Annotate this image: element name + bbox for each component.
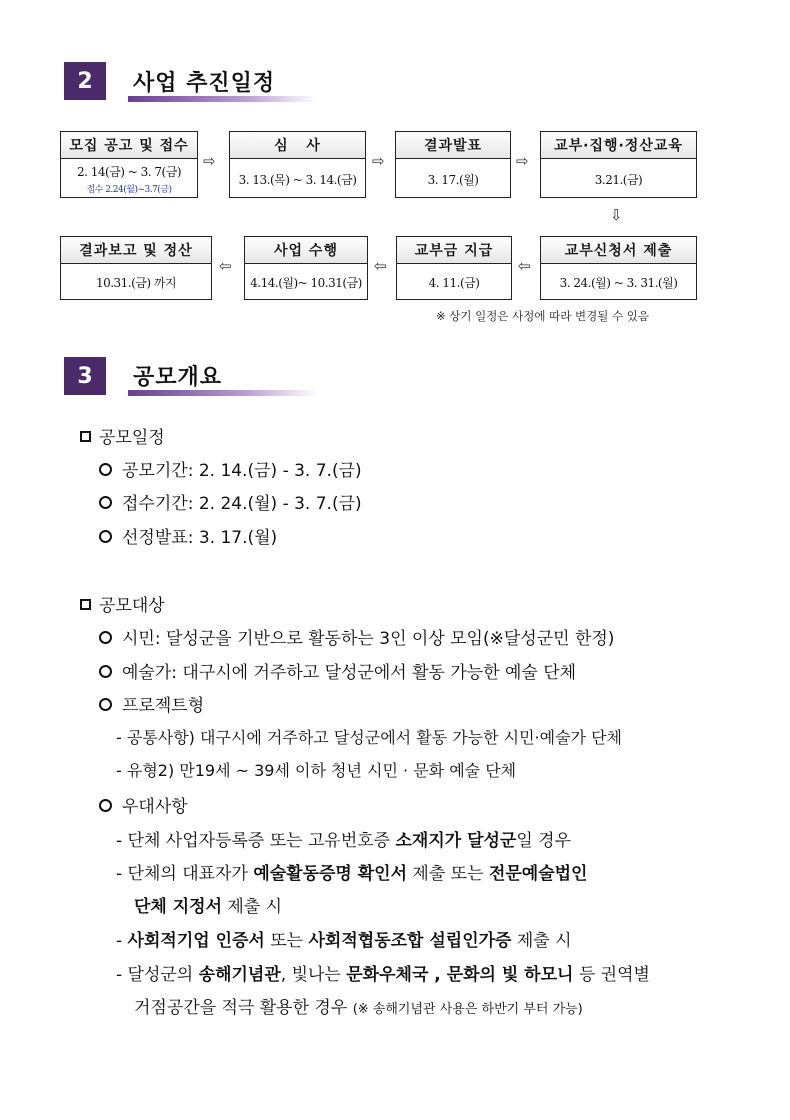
list-subitem (116, 859, 587, 884)
step-date: 10.31.(금) 까지 (95, 276, 177, 290)
list-item (99, 523, 277, 548)
step-label: 모집 공고 및 접수 (61, 132, 197, 159)
step-label: 심 사 (230, 132, 365, 159)
subheading-schedule (80, 423, 165, 448)
checkbox-square-icon (80, 431, 91, 442)
arrow-down-icon: ⇩ (610, 206, 623, 224)
list-subitem: - 유형2) 만19세 ~ 39세 이하 청년 시민 · 문화 예술 단체 (116, 761, 517, 780)
circle-bullet-icon (99, 665, 112, 678)
section-title-underline (128, 390, 318, 396)
emphasis-text: 사회적협동조합 설립인가증 (308, 931, 512, 951)
schedule-note: ※ 상기 일정은 사정에 따라 변경될 수 있음 (436, 309, 649, 323)
schedule-step-grant-payment (396, 236, 512, 300)
list-item-text: 접수기간: 2. 24.(월) - 3. 7.(금) (122, 494, 362, 514)
schedule-step-announcement (395, 131, 511, 198)
circle-bullet-icon (99, 530, 112, 543)
arrow-right-icon: ⇨ (372, 152, 385, 170)
step-label: 교부·집행·정산교육 (541, 132, 696, 159)
emphasis-text: 송해기념관 (198, 965, 281, 985)
list-item (99, 691, 204, 716)
step-body (230, 159, 365, 199)
step-sub-date: 접수 2.24(월)~3.7(금) (86, 185, 172, 195)
text: 또는 (264, 931, 309, 951)
circle-bullet-icon (99, 463, 112, 476)
section-title-underline (128, 96, 318, 102)
list-subitem (116, 826, 571, 851)
arrow-left-icon: ⇦ (518, 257, 531, 275)
circle-bullet-icon (99, 698, 112, 711)
list-item-text: 시민: 달성군을 기반으로 활동하는 3인 이상 모임(※달성군민 한정) (122, 629, 615, 649)
subheading-text: 공모일정 (99, 428, 165, 448)
schedule-step-execution (244, 236, 368, 300)
section-title: 공모개요 (133, 365, 223, 390)
list-item-text: 우대사항 (122, 797, 188, 817)
schedule-step-review (229, 131, 366, 198)
step-label: 교부금 지급 (397, 237, 511, 264)
text: 등 권역별 (573, 965, 650, 985)
checkbox-square-icon (80, 599, 91, 610)
step-label: 교부신청서 제출 (541, 237, 696, 264)
text: 제출 시 (511, 931, 572, 951)
step-body (61, 264, 211, 301)
emphasis-text: 단체 지정서 (134, 897, 223, 917)
footnote-text: (※ 송해기념관 사용은 하반기 부터 가능) (352, 1002, 583, 1017)
text: , 빛나는 (280, 965, 347, 985)
emphasis-text: 사회적기업 인증서 (127, 931, 265, 951)
emphasis-text: 예술활동증명 확인서 (253, 864, 408, 884)
schedule-step-recruitment (60, 131, 198, 198)
arrow-left-icon: ⇦ (374, 257, 387, 275)
step-date: 2. 14(금) ~ 3. 7(금) (76, 165, 182, 179)
schedule-step-application (540, 236, 697, 300)
list-subitem: - 공통사항) 대구시에 거주하고 달성군에서 활동 가능한 시민·예술가 단체 (116, 728, 623, 747)
text: 거점공간을 적극 활용한 경우 (134, 998, 353, 1018)
text: 일 경우 (516, 831, 572, 851)
text: - 단체 사업자등록증 또는 고유번호증 (116, 831, 396, 851)
circle-bullet-icon (99, 799, 112, 812)
section-number-badge: 2 (64, 62, 106, 100)
arrow-right-icon: ⇨ (203, 152, 216, 170)
step-date: 3. 17.(월) (427, 172, 479, 187)
text: 제출 또는 (407, 864, 489, 884)
list-subitem-continued (134, 892, 282, 917)
list-item-text: 프로젝트형 (122, 696, 205, 716)
text: - 단체의 대표자가 (116, 864, 254, 884)
list-item (99, 658, 576, 683)
step-date: 3. 13.(목) ~ 3. 14.(금) (238, 172, 357, 187)
step-body (396, 159, 510, 199)
arrow-right-icon: ⇨ (516, 152, 529, 170)
section-number-badge: 3 (64, 357, 106, 395)
subheading-text: 공모대상 (99, 596, 165, 616)
step-body (541, 159, 696, 199)
step-label: 결과보고 및 정산 (61, 237, 211, 264)
step-body (61, 159, 197, 199)
list-subitem-continued (134, 993, 583, 1018)
step-label: 사업 수행 (245, 237, 367, 264)
step-body (541, 264, 696, 301)
circle-bullet-icon (99, 496, 112, 509)
text: 제출 시 (222, 897, 283, 917)
arrow-left-icon: ⇦ (219, 257, 232, 275)
step-body (245, 264, 367, 301)
schedule-step-education (540, 131, 697, 198)
list-item-text: 예술가: 대구시에 거주하고 달성군에서 활동 가능한 예술 단체 (122, 663, 577, 683)
list-item (99, 792, 188, 817)
step-date: 3.21.(금) (594, 172, 643, 187)
list-subitem (116, 926, 572, 951)
list-item-text: 선정발표: 3. 17.(월) (122, 528, 278, 548)
subheading-target (80, 591, 165, 616)
circle-bullet-icon (99, 631, 112, 644)
step-date: 4. 11.(금) (428, 276, 480, 290)
list-subitem (116, 960, 650, 985)
emphasis-text: 문화우체국 , 문화의 빛 하모니 (346, 965, 574, 985)
emphasis-text: 전문예술법인 (488, 864, 588, 884)
step-label: 결과발표 (396, 132, 510, 159)
step-date: 3. 24.(월) ~ 3. 31.(월) (559, 276, 678, 290)
list-item (99, 489, 362, 514)
emphasis-text: 소재지가 달성군 (395, 831, 517, 851)
list-item (99, 456, 362, 481)
list-item-text: 공모기간: 2. 14.(금) - 3. 7.(금) (122, 461, 362, 481)
list-item (99, 624, 614, 649)
step-body (397, 264, 511, 301)
text: - 달성군의 (116, 965, 199, 985)
section-title: 사업 추진일정 (133, 71, 276, 96)
text: - (116, 931, 128, 951)
schedule-step-report (60, 236, 212, 300)
step-date: 4.14.(월)~ 10.31(금) (250, 276, 362, 290)
